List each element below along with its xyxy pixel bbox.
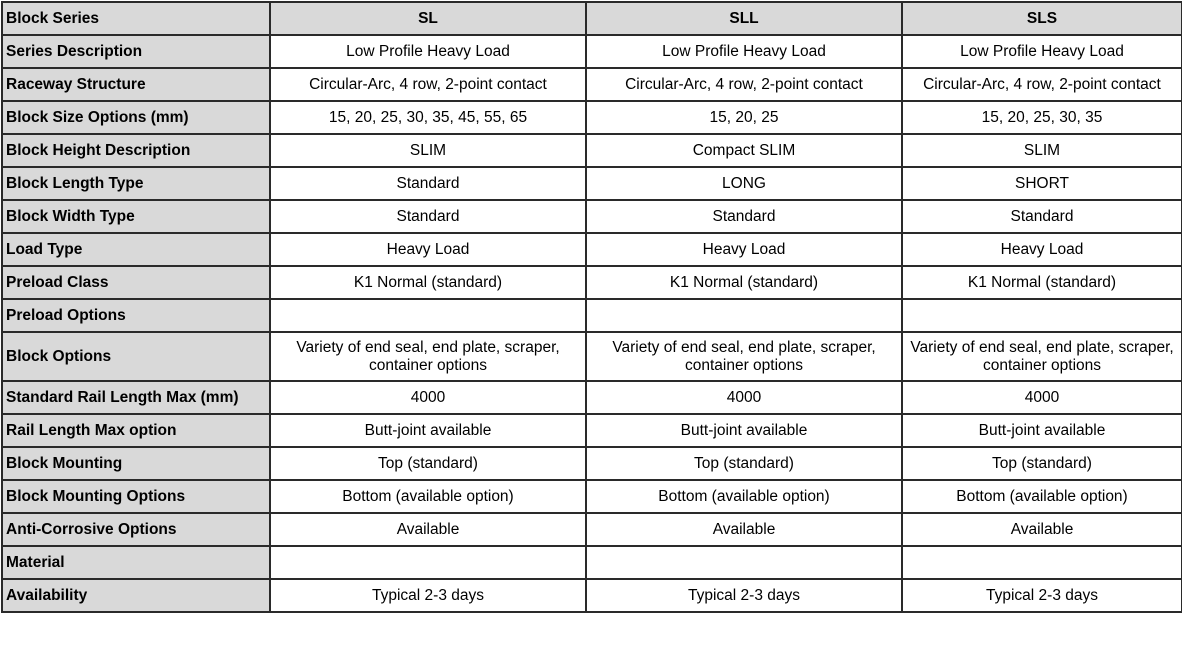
cell-sl: Standard: [270, 167, 586, 200]
cell-sll: Low Profile Heavy Load: [586, 35, 902, 68]
cell-sll: Bottom (available option): [586, 480, 902, 513]
table-row: [2, 266, 1182, 299]
table-row: [2, 299, 1182, 332]
cell-sl: Top (standard): [270, 447, 586, 480]
cell-sll: Typical 2-3 days: [586, 579, 902, 612]
cell-sll: [586, 546, 902, 579]
cell-sll: K1 Normal (standard): [586, 266, 902, 299]
cell-sl: Available: [270, 513, 586, 546]
column-header-sl: SL: [270, 2, 586, 35]
row-label: Rail Length Max option: [2, 414, 270, 447]
cell-sll: Standard: [586, 200, 902, 233]
cell-sl: Circular-Arc, 4 row, 2-point contact: [270, 68, 586, 101]
cell-sl: Variety of end seal, end plate, scraper, container options: [270, 332, 586, 381]
cell-sls: Circular-Arc, 4 row, 2-point contact: [902, 68, 1182, 101]
table-row: [2, 381, 1182, 414]
cell-sll: Compact SLIM: [586, 134, 902, 167]
cell-sls: [902, 299, 1182, 332]
row-label: Anti-Corrosive Options: [2, 513, 270, 546]
row-label: Preload Options: [2, 299, 270, 332]
cell-sl: Standard: [270, 200, 586, 233]
row-label: Block Size Options (mm): [2, 101, 270, 134]
cell-sl: Butt-joint available: [270, 414, 586, 447]
cell-sls: [902, 546, 1182, 579]
row-label: Block Height Description: [2, 134, 270, 167]
cell-sls: Typical 2-3 days: [902, 579, 1182, 612]
cell-sll: Butt-joint available: [586, 414, 902, 447]
block-series-comparison-table: [1, 1, 1182, 613]
cell-sll: Available: [586, 513, 902, 546]
cell-sls: Heavy Load: [902, 233, 1182, 266]
cell-sl: Typical 2-3 days: [270, 579, 586, 612]
row-label: Material: [2, 546, 270, 579]
cell-sl: [270, 546, 586, 579]
cell-sll: 15, 20, 25: [586, 101, 902, 134]
row-label: Block Mounting Options: [2, 480, 270, 513]
row-label: Standard Rail Length Max (mm): [2, 381, 270, 414]
table-row: [2, 447, 1182, 480]
table-row: [2, 513, 1182, 546]
cell-sl: [270, 299, 586, 332]
table-row: [2, 546, 1182, 579]
table-row: [2, 134, 1182, 167]
cell-sl: SLIM: [270, 134, 586, 167]
cell-sls: Butt-joint available: [902, 414, 1182, 447]
row-label: Preload Class: [2, 266, 270, 299]
header-label: Block Series: [2, 2, 270, 35]
cell-sll: Circular-Arc, 4 row, 2-point contact: [586, 68, 902, 101]
cell-sll: 4000: [586, 381, 902, 414]
row-label: Block Length Type: [2, 167, 270, 200]
cell-sl: 4000: [270, 381, 586, 414]
cell-sll: [586, 299, 902, 332]
header-row: [2, 2, 1182, 35]
cell-sls: SHORT: [902, 167, 1182, 200]
table-row: [2, 200, 1182, 233]
cell-sls: K1 Normal (standard): [902, 266, 1182, 299]
cell-sll: Top (standard): [586, 447, 902, 480]
row-label: Block Options: [2, 332, 270, 381]
cell-sls: Variety of end seal, end plate, scraper, container options: [902, 332, 1182, 381]
table-row: [2, 332, 1182, 381]
table-row: [2, 480, 1182, 513]
cell-sll: Heavy Load: [586, 233, 902, 266]
cell-sls: Bottom (available option): [902, 480, 1182, 513]
cell-sls: SLIM: [902, 134, 1182, 167]
cell-sls: Available: [902, 513, 1182, 546]
row-label: Block Mounting: [2, 447, 270, 480]
row-label: Availability: [2, 579, 270, 612]
cell-sl: Heavy Load: [270, 233, 586, 266]
row-label: Block Width Type: [2, 200, 270, 233]
cell-sls: Low Profile Heavy Load: [902, 35, 1182, 68]
cell-sl: Low Profile Heavy Load: [270, 35, 586, 68]
table-row: [2, 68, 1182, 101]
cell-sll: Variety of end seal, end plate, scraper, container options: [586, 332, 902, 381]
cell-sl: Bottom (available option): [270, 480, 586, 513]
row-label: Raceway Structure: [2, 68, 270, 101]
table-row: [2, 101, 1182, 134]
cell-sl: 15, 20, 25, 30, 35, 45, 55, 65: [270, 101, 586, 134]
table-row: [2, 233, 1182, 266]
cell-sls: Top (standard): [902, 447, 1182, 480]
row-label: Load Type: [2, 233, 270, 266]
table-row: [2, 414, 1182, 447]
table-row: [2, 35, 1182, 68]
cell-sls: 15, 20, 25, 30, 35: [902, 101, 1182, 134]
column-header-sll: SLL: [586, 2, 902, 35]
column-header-sls: SLS: [902, 2, 1182, 35]
cell-sls: 4000: [902, 381, 1182, 414]
cell-sll: LONG: [586, 167, 902, 200]
table-row: [2, 167, 1182, 200]
table-row: [2, 579, 1182, 612]
row-label: Series Description: [2, 35, 270, 68]
cell-sls: Standard: [902, 200, 1182, 233]
cell-sl: K1 Normal (standard): [270, 266, 586, 299]
